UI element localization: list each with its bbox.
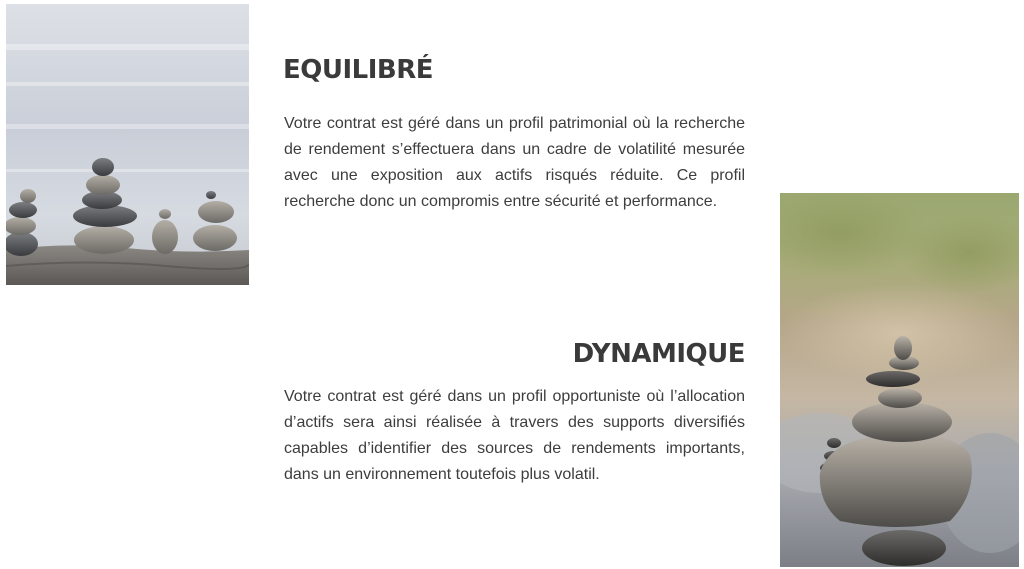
section-title-equilibre: EQUILIBRÉ	[283, 55, 433, 85]
stacked-stones-river-photo	[780, 193, 1019, 567]
section-text-dynamique: Votre contrat est géré dans un profil opportuniste où l’allocation d’actifs sera ainsi réalisée à travers des supports diversifiés capables d’identifier des sources de rendements importants, dans un environnement toutefois plus volatil.	[284, 388, 745, 483]
section-title-dynamique: DYNAMIQUE	[572, 339, 745, 369]
section-text-equilibre: Votre contrat est géré dans un profil patrimonial où la recherche de rendement s’effectuera dans un cadre de volatilité mesurée avec une exposition aux actifs risqués réduite. Ce profil recherche donc un compromis entre sécurité et performance.	[284, 115, 745, 210]
stacked-stones-seaside-photo	[6, 4, 249, 285]
